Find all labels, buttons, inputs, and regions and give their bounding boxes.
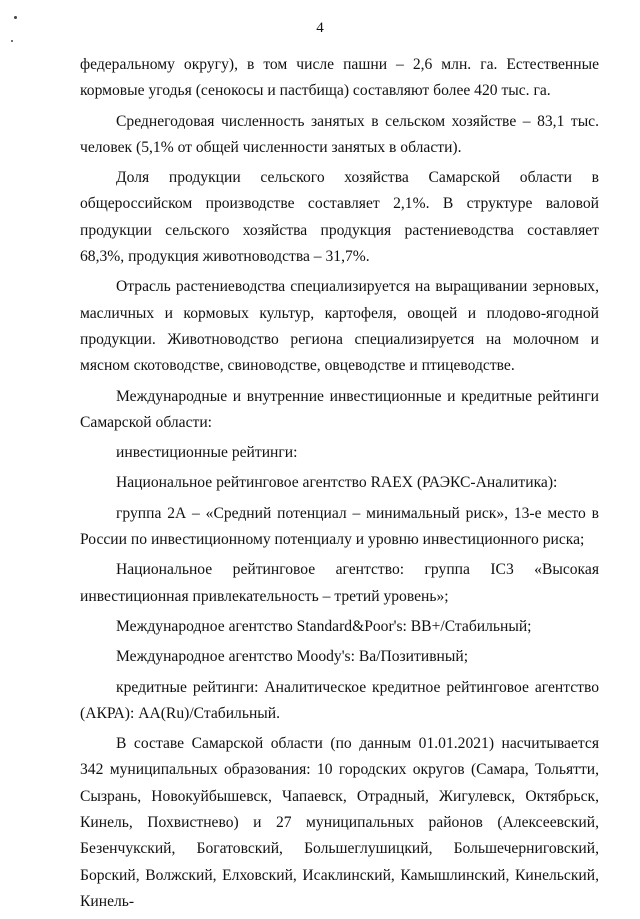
scan-speck [14, 16, 17, 19]
paragraph: кредитные рейтинги: Аналитическое кредитное рейтинговое агентство (АКРА): AA(Ru)/Стабильный. [80, 678, 599, 722]
scan-speck [11, 40, 13, 42]
paragraph: В составе Самарской области (по данным 01.01.2021) насчитывается 342 муниципальных образования: 10 городских округов (Самара, Тольятти, Сызрань, Новокуйбышевск, Чапаевск, Отрадный, Жигулевск, Октябрьск, Кинель, Похвистнево) и 27 муниципальных районов (Алексеевский, Безенчукский, Богатовский, Большеглушицкий, Большечерниговский, Борский, Волжский, Елховский, Исаклинский, Камышлинский, Кинельский, Кинель- [80, 735, 599, 910]
paragraph: Доля продукции сельского хозяйства Самарской области в общероссийском производстве составляет 2,1%. В структуре валовой продукции сельского хозяйства продукция растениеводства составляет 68,3%, продукция животноводства – 31,7%. [80, 169, 599, 266]
paragraph: Отрасль растениеводства специализируется на выращивании зерновых, масличных и кормовых культур, картофеля, овощей и плодово-ягодной продукции. Животноводство региона специализируется на молочном и мясном скотоводстве, свиноводстве, овцеводстве и птицеводстве. [80, 278, 599, 375]
paragraph: Международное агентство Moody's: Ba/Позитивный; [116, 648, 469, 666]
paragraph: инвестиционные рейтинги: [116, 444, 298, 462]
paragraph: Международное агентство Standard&Poor's: BB+/Стабильный; [116, 617, 532, 635]
page-number: 4 [316, 20, 324, 36]
paragraph: Среднегодовая численность занятых в сельском хозяйстве – 83,1 тыс. человек (5,1% от общей численности занятых в области). [80, 112, 599, 156]
paragraph: группа 2А – «Средний потенциал – минимальный риск», 13-е место в России по инвестиционному потенциалу и уровню инвестиционного риска; [80, 504, 599, 549]
paragraph: федеральному округу), в том числе пашни – 2,6 млн. га. Естественные кормовые угодья (сенокосы и пастбища) составляют более 420 тыс. га. [80, 56, 599, 100]
document-body [80, 52, 599, 919]
paragraph: Национальное рейтинговое агентство RAEX (РАЭКС-Аналитика): [116, 474, 558, 492]
paragraph: Национальное рейтинговое агентство: группа IC3 «Высокая инвестиционная привлекательность – третий уровень»; [80, 561, 599, 605]
paragraph: Международные и внутренние инвестиционные и кредитные рейтинги Самарской области: [80, 387, 599, 431]
